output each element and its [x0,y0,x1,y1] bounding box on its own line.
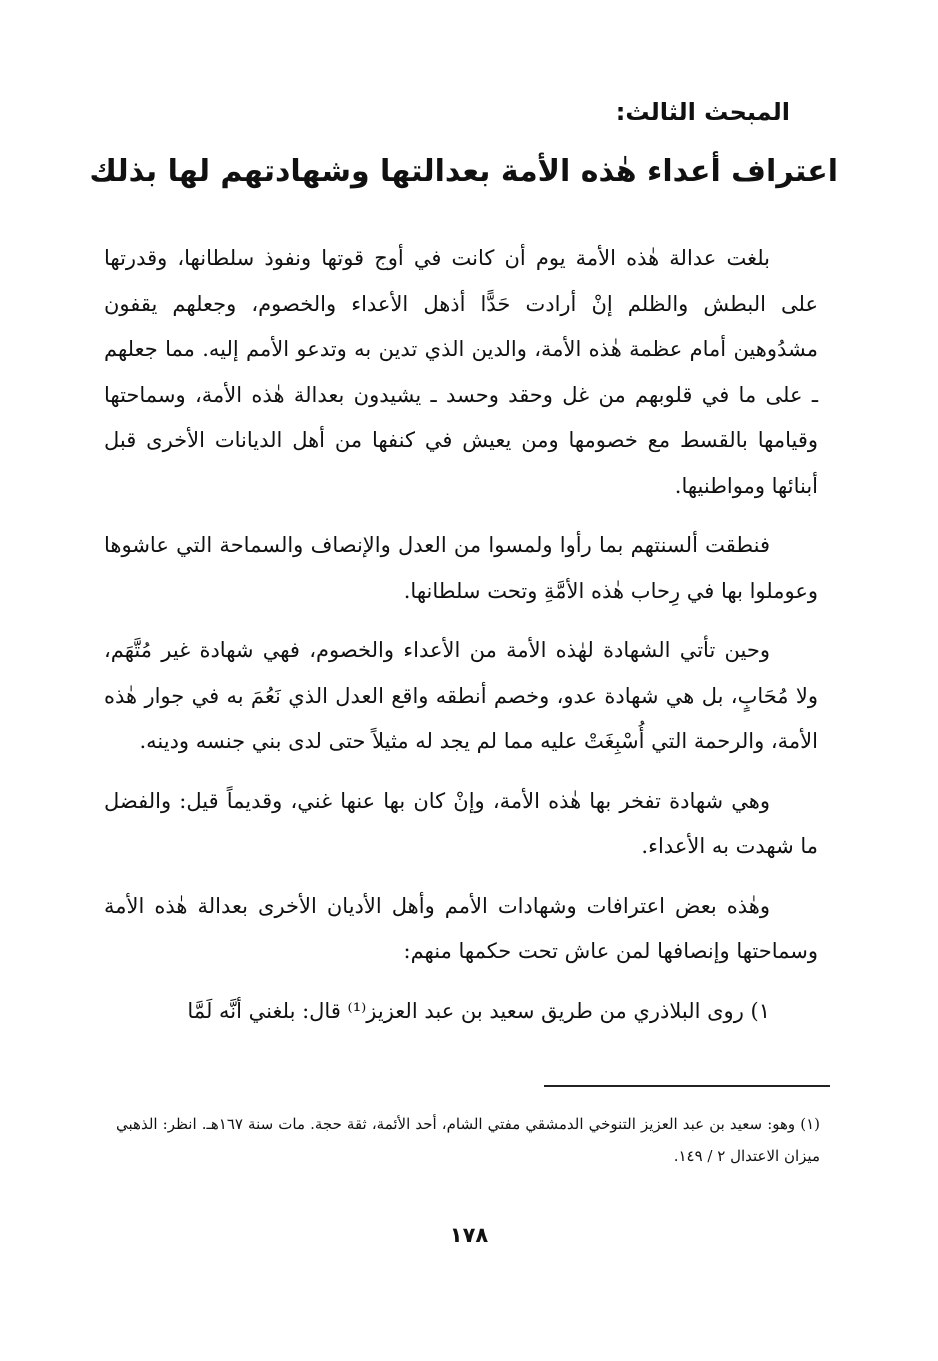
section-label: المبحث الثالث: [615,98,790,126]
paragraph-2: فنطقت ألسنتهم بما رأوا ولمسوا من العدل والإنصاف والسماحة التي عاشوها وعوملوا بها في رِحاب هٰذه الأمَّةِ وتحت سلطانها. [104,533,818,603]
footnote: (١) وهو: سعيد بن عبد العزيز التنوخي الدمشقي مفتي الشام، أحد الأئمة، ثقة حجة. مات سنة ١٦٧هـ. انظر: الذهبي ميزان الاعتدال ٢ / ١٤٩. [116,1115,821,1165]
footnote-separator [544,1085,830,1087]
page-title: اعتراف أعداء هٰذه الأمة بعدالتها وشهادتهم لها بذلك [89,154,838,189]
paragraph-4: وهي شهادة تفخر بها هٰذه الأمة، وإنْ كان بها عنها غني، وقديماً قيل: والفضل ما شهدت به الأعداء. [104,788,818,858]
paragraph-6: ١) روى البلاذري من طريق سعيد بن عبد العزيز⁽¹⁾ قال: بلغني أنَّه لَمَّا [187,998,770,1023]
body-text [104,236,818,1048]
paragraph-1: بلغت عدالة هٰذه الأمة يوم أن كانت في أوج قوتها ونفوذ سلطانها، وقدرتها على البطش والظلم إنْ أرادت حَدًّا أذهل الأعداء والخصوم، وجعلهم يقفون مشدُوهين أمام عظمة هٰذه الأمة، والدين الذي تدين به وتدعو الأمم إليه. مما جعلهم ـ على ما في قلوبهم من غل وحقد وحسد ـ يشيدون بعدالة هٰذه الأمة، وسماحتها وقيامها بالقسط مع خصومها ومن يعيش في كنفها من أهل الديانات الأخرى قبل أبنائها ومواطنيها. [104,246,818,498]
paragraph-3: وحين تأتي الشهادة لهٰذه الأمة من الأعداء والخصوم، فهي شهادة غير مُتَّهَم، ولا مُحَابٍ، بل هي شهادة عدو، وخصم أنطقه واقع العدل الذي نَعُمَ به في جوار هٰذه الأمة، والرحمة التي أُسْبِغَتْ عليه مما لم يجد له مثيلاً حتى لدى بني جنسه ودينه. [104,638,818,753]
page-number: ١٧٨ [449,1223,489,1247]
paragraph-5: وهٰذه بعض اعترافات وشهادات الأمم وأهل الأديان الأخرى بعدالة هٰذه الأمة وسماحتها وإنصافها لمن عاش تحت حكمها منهم: [104,893,818,963]
